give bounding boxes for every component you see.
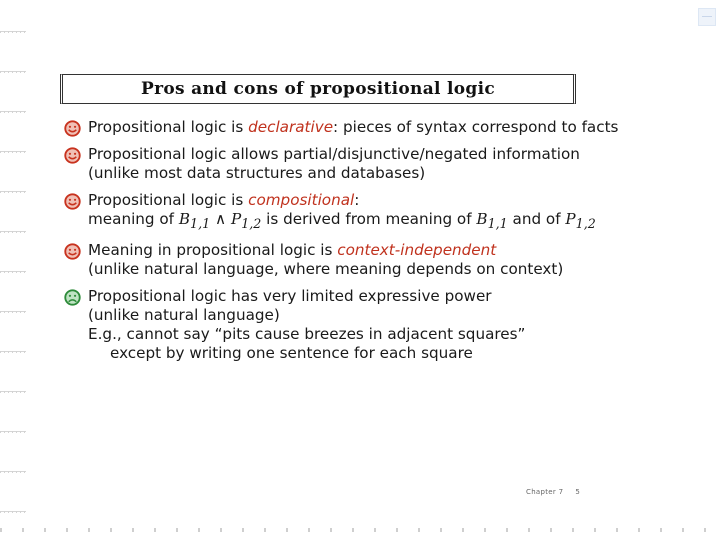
left-margin-guide — [0, 0, 26, 540]
item-line: except by writing one sentence for each square — [110, 344, 473, 363]
slide-title-frame — [60, 74, 576, 104]
item-line: Propositional logic has very limited expressive power — [88, 287, 492, 306]
page-number: 5 — [575, 488, 581, 496]
smiley-face-icon — [64, 120, 81, 137]
item-line: (unlike most data structures and databases) — [88, 164, 426, 182]
smiley-face-icon — [64, 193, 81, 210]
list-item — [64, 287, 584, 363]
item-line: Propositional logic is declarative: pieces of syntax correspond to facts — [88, 118, 619, 136]
item-line: (unlike natural language, where meaning depends on context) — [88, 260, 564, 279]
slide-footer — [526, 488, 580, 496]
smiley-face-icon — [64, 243, 81, 260]
bottom-margin-guide — [0, 528, 720, 532]
bullet-list — [64, 118, 619, 371]
navigation-icon[interactable] — [698, 8, 716, 26]
list-item — [64, 145, 584, 183]
item-line: Propositional logic allows partial/disjunctive/negated information — [88, 145, 580, 163]
chapter-label: Chapter 7 — [526, 488, 564, 496]
frowny-face-icon — [64, 289, 81, 306]
list-item — [64, 241, 584, 279]
item-line: Meaning in propositional logic is context-independent — [88, 241, 497, 260]
item-line: (unlike natural language) — [88, 306, 280, 325]
list-item — [64, 118, 619, 137]
item-line: Propositional logic is compositional: — [88, 191, 360, 209]
slide-title: Pros and cons of propositional logic — [141, 79, 495, 99]
smiley-face-icon — [64, 147, 81, 164]
list-item — [64, 191, 596, 233]
item-line: meaning of $B_{1,1}$ ∧ $P_{1,2}$ is derived from meaning of $B_{1,1}$ and of $P_{1,2}$ — [88, 210, 596, 232]
item-line: E.g., cannot say “pits cause breezes in adjacent squares” — [88, 325, 526, 344]
